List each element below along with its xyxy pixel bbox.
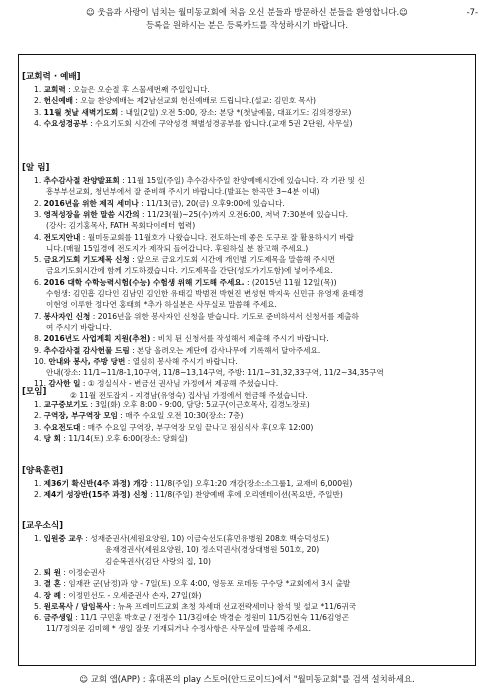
- item-title: 원로목사 / 담임목사: [43, 601, 111, 611]
- item-text: : 11/14(토) 오후 6:00(장소: 당회실): [61, 433, 188, 443]
- item-number: 1.: [34, 85, 44, 94]
- item-number: 3.: [34, 209, 44, 219]
- section-allim-line: [34, 378, 468, 389]
- section-allim-line: [34, 198, 468, 209]
- item-number: 4.: [34, 433, 44, 443]
- section-moim-line: [34, 422, 468, 433]
- item-title: 추수감사절 감사헌물 드림: [43, 345, 130, 355]
- section-allim-line: [34, 311, 468, 322]
- section-gyoucsosik-line: [34, 567, 468, 578]
- section-allim-line: 금요기도회시간에 함께 기도하겠습니다. 기도제목을 간단(성도가기도함)에 넣어주세요.: [46, 266, 333, 276]
- item-title: 안내와 봉사, 주방 당번: [48, 356, 126, 366]
- item-number: 5.: [34, 255, 44, 265]
- item-text: : 11월 15일(주일) 추수감사주일 찬양예배시간에 있습니다. 각 기관 및 신: [119, 176, 365, 185]
- section-allim-line: 여 주시기 바랍니다.: [46, 322, 112, 332]
- section-allim-line: 흥부부선교회, 청년부에서 잘 준비해 주시기 바랍니다.(발표는 한곡만 3~4분 이내): [46, 187, 320, 197]
- section-gyoucsosik-line: [34, 533, 468, 544]
- section-gyoucsosik-line: [34, 578, 468, 589]
- section-yangyuk-line: [34, 478, 468, 489]
- section-gyohoe-line: [34, 84, 468, 95]
- section-allim-line: [34, 209, 468, 220]
- item-text: : 2016년을 위한 봉사자인 신청을 받습니다. 기도로 준비하셔서 신청서를 제출하: [90, 311, 359, 321]
- item-number: 2.: [34, 198, 44, 208]
- item-title: 2016년도 사업계획 지원(추천): [43, 334, 151, 344]
- section-gyohoe-line: [34, 107, 468, 118]
- item-text: : 11/1 구민훈 박호균 / 전정수 11/3김애순 박경순 정원미 11/5김현숙 11/6김영곤: [73, 613, 349, 623]
- item-title: 봉사자인 신청: [43, 311, 91, 321]
- item-title: 결 혼: [43, 579, 61, 589]
- header-registration: 등록을 원하시는 분은 등록카드를 작성하시기 바랍니다.: [145, 20, 349, 30]
- item-text: : 성재준권사(세원요양원, 10) 이금숙선도(휴먼유병원 208호 백승덕성도): [83, 534, 330, 543]
- section-gyoucsosik-line: 김순복권사(김단 사랑의 집, 10): [105, 556, 211, 566]
- header-welcome: ☺ 웃음과 사랑이 넘치는 월미동교회에 처음 오신 분들과 방문하신 분들을 환영합니다.☺: [86, 7, 408, 17]
- item-title: 퇴 원: [43, 567, 61, 577]
- item-text: : 이정순권사: [61, 567, 106, 577]
- section-title-moim: [모임]: [22, 387, 47, 397]
- item-number: 4.: [34, 590, 44, 600]
- item-number: 2.: [34, 96, 44, 106]
- item-title: 2016년을 위한 제직 세미나: [43, 198, 139, 208]
- item-number: 11.: [34, 379, 49, 389]
- item-number: 2.: [34, 411, 44, 421]
- item-text: : 11/23(월)~25(수)까지 오전6:00, 저녁 7:30분에 있습니다.: [139, 209, 349, 219]
- item-text: : 3일(화) 오후 8:00 - 9:00, 담당: 5교구(이근호목사, 김경노장로): [87, 400, 310, 409]
- item-title: 교회력: [43, 85, 66, 94]
- section-allim-line: [34, 277, 468, 288]
- item-title: 11월 첫날 새벽기도회: [43, 107, 119, 117]
- item-number: 6.: [34, 277, 44, 287]
- item-text: : 매주 수요일 구역장, 부구역장 모임 끝나고 점심식사 후(오후 12:00): [80, 422, 314, 432]
- item-title: 영적성장을 위한 말씀 시간의: [43, 209, 140, 219]
- item-number: 2.: [34, 567, 44, 577]
- item-text: : 뉴욕 프레미드교회 초청 차세대 선교전략세미나 참석 및 설교 *11/6귀국: [110, 601, 357, 611]
- item-title: 제4기 성장반(15주 과정) 신청: [43, 490, 148, 500]
- item-title: 감사한 일: [48, 379, 81, 389]
- section-allim-line: 수험생: 김민흠 김다인 김남민 김인한 유태길 박범전 박현진 변성현 박지욱 신민규 유영재 윤태경: [46, 289, 364, 298]
- item-number: 5.: [34, 601, 44, 611]
- item-text: : 11/13(금), 20(금) 오후9:00에 있습니다.: [138, 198, 285, 208]
- item-number: 3.: [34, 579, 44, 589]
- section-gyoucsosik-line: 윤재경권사(세원요양원, 10) 정소덕권사(경상대병원 501호, 20): [105, 545, 320, 555]
- item-text: : 앞으로 금요기도회 시간에 개인별 기도제목을 말씀해 주시면: [129, 255, 335, 265]
- item-text: : 내일(2일) 오전 5:00, 장소: 본당 *(첫날예물, 대표기도: 김의경장로): [118, 107, 352, 117]
- item-text: : 오늘은 오순절 후 스물세번째 주일입니다.: [65, 85, 210, 94]
- item-title: 장 례: [43, 590, 61, 600]
- section-title-gyoucsosik: [교우소식]: [22, 521, 64, 531]
- section-moim-line: [34, 399, 468, 410]
- item-number: 1.: [34, 400, 44, 409]
- section-gyoucsosik-line: [34, 612, 468, 623]
- item-title: 추수감사절 찬양발표회: [43, 176, 120, 185]
- section-gyoucsosik-line: [34, 601, 468, 612]
- section-yangyuk-line: [34, 489, 468, 500]
- item-title: 수요전도대: [43, 422, 81, 432]
- item-title: 2016 대학 수학능력시험(수능) 수험생 위해 기도해 주세요.: [43, 277, 245, 287]
- item-text: : 열심히 봉사해 주시기 바랍니다.: [125, 356, 238, 366]
- item-number: 10.: [34, 356, 49, 366]
- item-title: 수요성경공부: [43, 118, 88, 128]
- item-text: : ① 정실식사 - 변금선 권사님 가정에서 제공해 주셨습니다.: [80, 379, 279, 389]
- bulletin-header: [14, 6, 480, 32]
- item-number: 1.: [34, 176, 44, 185]
- item-number: 8.: [34, 334, 44, 344]
- item-title: 금주생일: [43, 613, 74, 623]
- item-number: 3.: [34, 107, 44, 117]
- section-allim-line: [34, 345, 468, 356]
- section-title-gyohoe: [교회력 · 예배]: [22, 72, 81, 82]
- item-text: : 비치 된 신청서를 작성해서 제출해 주시기 바랍니다.: [150, 334, 329, 344]
- section-allim-line: 니다.(매월 15일경에 전도지가 제작되 들어갑니다. 후원하실 분 참고해 주세요.): [46, 243, 309, 253]
- item-title: 교구중보기도: [43, 400, 88, 409]
- section-allim-line: [34, 175, 468, 186]
- item-title: 금요기도회 기도제목 신청: [43, 255, 130, 265]
- page-number: -7-: [466, 7, 478, 17]
- section-allim-line: [34, 254, 468, 265]
- item-number: 1.: [34, 534, 44, 543]
- item-text: : 수요기도회 시간에 구약성경 책별성경공부를 합니다.(교재 5권 2단원, 사무실): [87, 118, 353, 128]
- section-moim-line: [34, 410, 468, 421]
- section-allim-line: ② 11월 전도잡지 - 지경남(유영숙) 집사님 가정에서 헌금해 주셨습니다.: [70, 390, 308, 400]
- item-text: : 11/8(주일) 찬양예배 후에 오리엔테이션(목요반, 주일반): [147, 490, 343, 500]
- section-moim-line: [34, 433, 468, 444]
- item-title: 전도지안내: [43, 232, 81, 242]
- item-number: 4.: [34, 118, 44, 128]
- item-title: 구역장, 부구역장 모임: [43, 411, 118, 421]
- section-gyohoe-line: [34, 95, 468, 106]
- section-allim-line: [34, 356, 468, 367]
- section-gyoucsosik-line: [34, 590, 468, 601]
- section-title-yangyuk: [양육훈련]: [22, 466, 64, 476]
- item-number: 1.: [34, 479, 44, 488]
- item-number: 6.: [34, 613, 44, 623]
- item-text: : 매주 수요일 오전 10:30(장소: 7층): [117, 411, 244, 421]
- item-text: : 월미동교회를 11월호가 나왔습니다. 전도하는데 좋은 도구로 잘 활용하시기 바랍: [80, 232, 354, 242]
- item-text: : 오늘 찬양예배는 제2남선교회 헌신예배로 드립니다.(설교: 김민호 목사): [73, 96, 317, 106]
- item-number: 9.: [34, 345, 44, 355]
- item-text: : (2015년 11월 12일(목)): [244, 277, 337, 287]
- section-allim-line: (강사: 김기홍목사, FATH 목회다이레터 협력): [46, 221, 196, 231]
- item-text: : 이정민선도 - 오세준권사 손자, 27일(화): [61, 590, 202, 600]
- item-text: : 11/8(주일) 오후1:20 개강(장소:소그룹1, 교재비 6,000원): [147, 479, 353, 488]
- section-title-allim: [알 림]: [22, 163, 50, 173]
- item-title: 당 회: [43, 433, 61, 443]
- section-allim-line: [34, 333, 468, 344]
- item-title: 헌신예배: [43, 96, 74, 106]
- item-number: 3.: [34, 422, 44, 432]
- item-number: 4.: [34, 232, 44, 242]
- section-allim-line: 이현영 이루한 정다연 홍태희 *추가 하실분은 사무실로 말씀해 주세요.: [46, 300, 277, 310]
- item-text: : 본당 올려오는 계단에 감사나무에 기록해서 달아주세요.: [129, 345, 321, 355]
- item-title: 입원중 교우: [43, 534, 83, 543]
- item-text: : 임재관 군(남정)과 양 - 7일(토) 오후 4:00, 영등포 로데동 구수당 *교회에서 3시 출발: [61, 579, 351, 589]
- item-number: 7.: [34, 311, 44, 321]
- section-allim-line: [34, 232, 468, 243]
- section-allim-line: 안내(장소: 11/1~11/8-1,10구역, 11/8~13,14구역, 주방: 11/1~31,32,33구역, 11/2~34,35구역: [46, 368, 384, 378]
- item-title: 제36기 확신반(4주 과정) 개강: [43, 479, 148, 488]
- footer-app-notice: ☺ 교회 앱(APP) : 휴대폰의 play 스토어(안드로이드)에서 "월미동교회"를 검색 설치하세요.: [79, 674, 415, 684]
- item-number: 2.: [34, 490, 44, 500]
- section-gyoucsosik-line: 11/7정의문 김미혜 * 생일 잘못 기재되거나 수정사항은 사무실에 말씀해 주세요.: [46, 624, 312, 634]
- section-gyohoe-line: [34, 118, 468, 129]
